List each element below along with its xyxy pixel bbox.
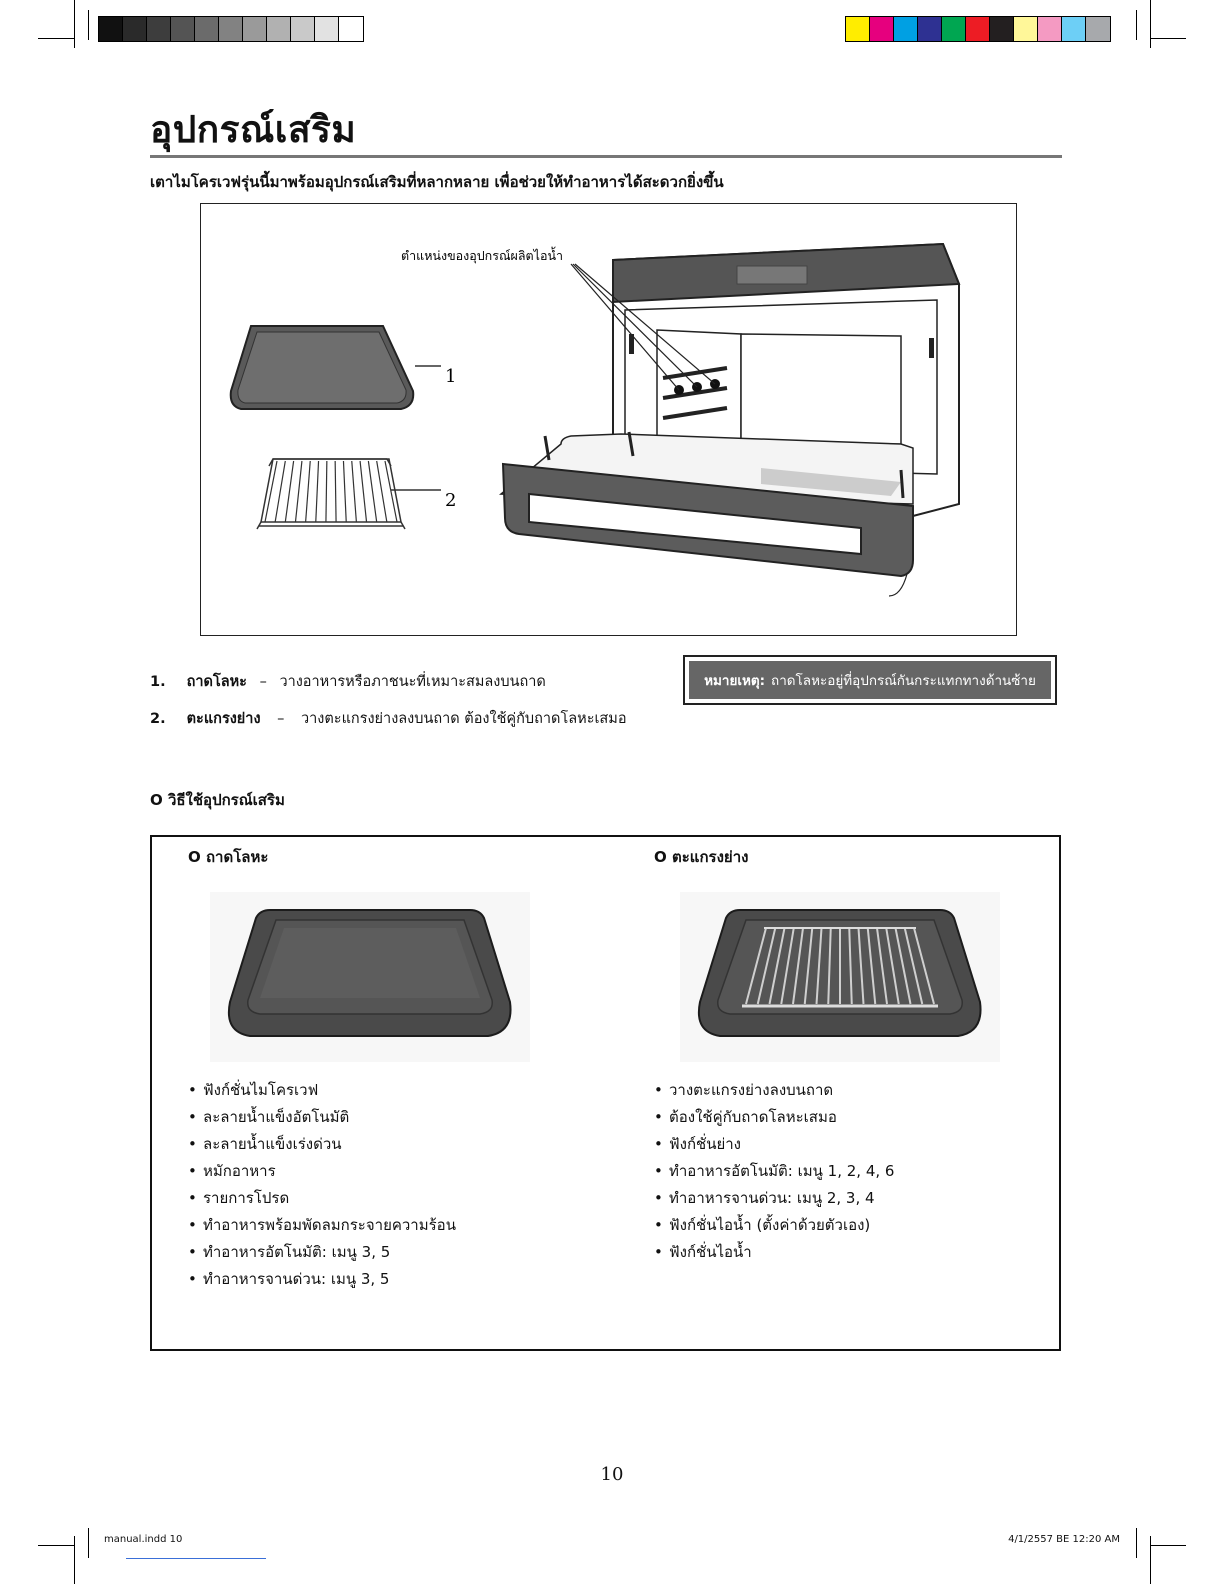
color-swatch xyxy=(1062,17,1086,41)
callout-1: 1 xyxy=(445,366,457,387)
gray-swatch xyxy=(123,17,147,41)
rack-bar xyxy=(352,461,357,522)
gray-swatch xyxy=(291,17,315,41)
note-text: ถาดโลหะอยู่ที่อุปกรณ์กันกระแทกทางด้านซ้าย xyxy=(771,673,1036,689)
color-calibration-bar xyxy=(845,16,1111,42)
title-rule xyxy=(150,155,1062,158)
gray-swatch xyxy=(243,17,267,41)
oven-drawing xyxy=(501,244,959,596)
rack-bar xyxy=(285,461,293,522)
gray-swatch xyxy=(339,17,363,41)
color-swatch xyxy=(870,17,894,41)
list-item: • ฟังก์ชั่นไอน้ำ xyxy=(654,1239,894,1266)
list-item: • หมักอาหาร xyxy=(188,1158,456,1185)
list-item: • ทำอาหารอัตโนมัติ: เมนู 3, 5 xyxy=(188,1239,456,1266)
oven-diagram xyxy=(201,204,1016,635)
color-swatch xyxy=(990,17,1014,41)
color-swatch xyxy=(918,17,942,41)
gray-swatch xyxy=(171,17,195,41)
gray-swatch xyxy=(195,17,219,41)
item-name: ถาดโลหะ xyxy=(186,674,247,690)
rack-function-list xyxy=(654,1077,894,1266)
footer-timestamp: 4/1/2557 BE 12:20 AM xyxy=(1008,1534,1120,1545)
rack-bar xyxy=(360,461,366,522)
item-number: 2. xyxy=(150,711,166,727)
gray-swatch xyxy=(219,17,243,41)
note-box xyxy=(683,655,1057,705)
list-item: • ทำอาหารพร้อมพัดลมกระจายความร้อน xyxy=(188,1212,456,1239)
list-item: • ต้องใช้คู่กับถาดโลหะเสมอ xyxy=(654,1104,894,1131)
rack-bar xyxy=(343,461,346,522)
list-item: • ละลายน้ำแข็งเร่งด่วน xyxy=(188,1131,456,1158)
gray-swatch xyxy=(147,17,171,41)
rack-bar xyxy=(368,461,376,522)
color-swatch xyxy=(894,17,918,41)
color-swatch xyxy=(942,17,966,41)
list-item: • ละลายน้ำแข็งอัตโนมัติ xyxy=(188,1104,456,1131)
gray-swatch xyxy=(315,17,339,41)
list-item: • ทำอาหารจานด่วน: เมนู 2, 3, 4 xyxy=(654,1185,894,1212)
color-swatch xyxy=(846,17,870,41)
rack-bar xyxy=(326,461,327,522)
grayscale-calibration-bar xyxy=(98,16,364,42)
rack-bar xyxy=(377,461,387,522)
rack-bar xyxy=(295,461,301,522)
color-swatch xyxy=(1014,17,1038,41)
item-separator: – xyxy=(277,711,285,727)
color-swatch xyxy=(966,17,990,41)
note-label: หมายเหตุ: xyxy=(704,673,766,689)
rack-bar xyxy=(275,461,285,522)
gray-swatch xyxy=(99,17,123,41)
list-item: • รายการโปรด xyxy=(188,1185,456,1212)
section-heading: O วิธีใช้อุปกรณ์เสริม xyxy=(150,791,285,809)
steam-generator-label: ตำแหน่งของอุปกรณ์ผลิตไอน้ำ xyxy=(401,248,564,263)
item-description: วางตะแกรงย่างลงบนถาด ต้องใช้คู่กับถาดโลหะเสมอ xyxy=(301,711,627,727)
list-item xyxy=(150,670,546,693)
item-separator: – xyxy=(259,674,267,690)
page-title: อุปกรณ์เสริม xyxy=(150,108,357,151)
footer-file-name: manual.indd 10 xyxy=(104,1534,183,1545)
footer-link-line xyxy=(126,1558,266,1559)
callout-2: 2 xyxy=(445,490,457,511)
item-number: 1. xyxy=(150,674,166,690)
rack-bar xyxy=(306,461,311,522)
tray-column-title: O ถาดโลหะ xyxy=(188,848,269,866)
rack-bar xyxy=(335,461,336,522)
item-name: ตะแกรงย่าง xyxy=(186,711,261,727)
metal-tray-image xyxy=(210,892,530,1062)
color-swatch xyxy=(1086,17,1110,41)
item-description: วางอาหารหรือภาชนะที่เหมาะสมลงบนถาด xyxy=(279,674,546,690)
list-item: • วางตะแกรงย่างลงบนถาด xyxy=(654,1077,894,1104)
grill-rack-image xyxy=(680,892,1000,1062)
grill-rack-drawing xyxy=(257,459,405,529)
gray-swatch xyxy=(267,17,291,41)
tray-function-list xyxy=(188,1077,456,1293)
list-item: • ทำอาหารจานด่วน: เมนู 3, 5 xyxy=(188,1266,456,1293)
list-item: • ฟังก์ชั่นไอน้ำ (ตั้งค่าด้วยตัวเอง) xyxy=(654,1212,894,1239)
list-item: • ฟังก์ชั่นไมโครเวฟ xyxy=(188,1077,456,1104)
rack-bar xyxy=(316,461,319,522)
usage-box xyxy=(150,835,1061,1351)
page-number: 10 xyxy=(600,1464,624,1485)
list-item: • ทำอาหารอัตโนมัติ: เมนู 1, 2, 4, 6 xyxy=(654,1158,894,1185)
list-item: • ฟังก์ชั่นย่าง xyxy=(654,1131,894,1158)
page-subtitle: เตาไมโครเวฟรุ่นนี้มาพร้อมอุปกรณ์เสริมที่หลากหลาย เพื่อช่วยให้ทำอาหารได้สะดวกยิ่งขึ้น xyxy=(150,173,724,191)
rack-column-title: O ตะแกรงย่าง xyxy=(654,848,749,866)
metal-tray-drawing xyxy=(231,326,441,409)
color-swatch xyxy=(1038,17,1062,41)
accessories-illustration xyxy=(200,203,1017,636)
list-item xyxy=(150,707,627,730)
